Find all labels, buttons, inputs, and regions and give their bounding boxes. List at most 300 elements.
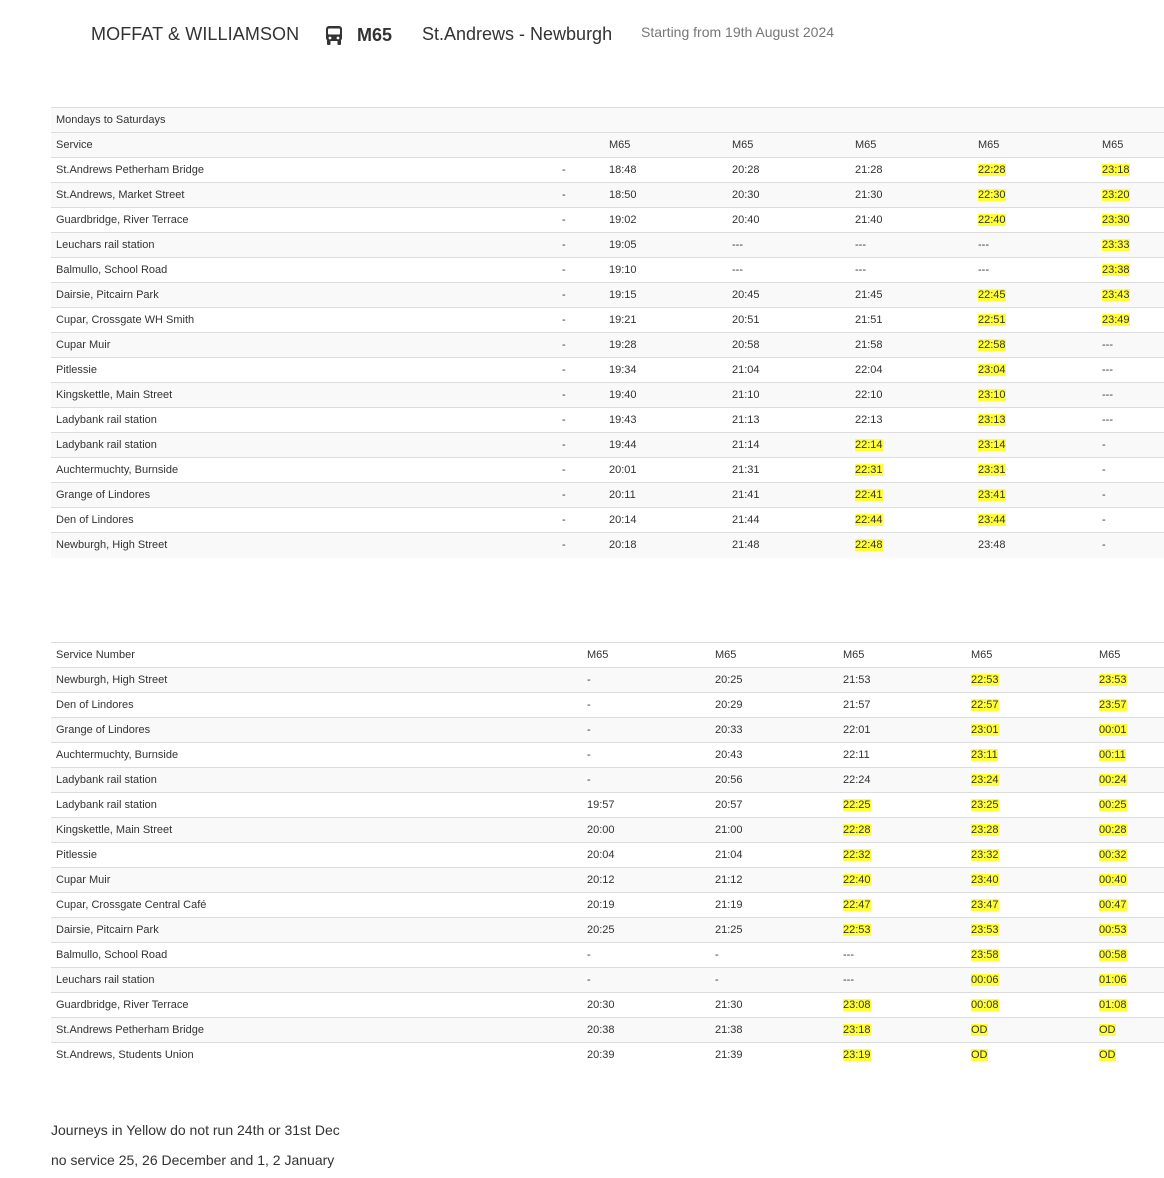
time-cell: 20:30: [582, 993, 710, 1018]
time-cell: -: [1097, 533, 1164, 558]
time-cell: [973, 333, 1097, 358]
time-cell: [973, 383, 1097, 408]
time-cell: [850, 433, 973, 458]
time-cell: 21:25: [710, 918, 838, 943]
service-number-header-row: [51, 643, 1164, 668]
highlighted-time: 22:45: [978, 289, 1006, 301]
highlighted-time: 00:28: [1099, 824, 1127, 836]
highlighted-time: 23:13: [978, 414, 1006, 426]
time-cell: 22:11: [838, 743, 966, 768]
time-cell: [1097, 183, 1164, 208]
time-cell: 21:13: [727, 408, 850, 433]
time-cell: [973, 208, 1097, 233]
table-row: [51, 183, 1164, 208]
stop-name: Cupar Muir: [51, 868, 582, 893]
table-row: [51, 918, 1164, 943]
table-row: [51, 843, 1164, 868]
time-cell: -: [582, 768, 710, 793]
highlighted-time: 23:18: [1102, 164, 1130, 176]
time-cell: [838, 793, 966, 818]
highlighted-time: 23:20: [1102, 189, 1130, 201]
table-row: [51, 533, 1164, 558]
time-cell: 21:12: [710, 868, 838, 893]
time-cell: 22:13: [850, 408, 973, 433]
time-cell: 21:48: [727, 533, 850, 558]
time-cell: [966, 1043, 1094, 1068]
dash-cell: -: [557, 358, 604, 383]
stop-name: Newburgh, High Street: [51, 668, 582, 693]
highlighted-time: 22:44: [855, 514, 883, 526]
time-cell: 21:38: [710, 1018, 838, 1043]
time-cell: 19:28: [604, 333, 727, 358]
time-cell: 20:04: [582, 843, 710, 868]
time-cell: -: [582, 718, 710, 743]
stop-name: Kingskettle, Main Street: [51, 818, 582, 843]
time-cell: [850, 533, 973, 558]
table-row: [51, 693, 1164, 718]
highlighted-time: 22:14: [855, 439, 883, 451]
day-label-row: [51, 108, 1164, 133]
time-cell: [838, 818, 966, 843]
time-cell: 20:28: [727, 158, 850, 183]
time-cell: [1097, 283, 1164, 308]
stop-name: Guardbridge, River Terrace: [51, 993, 582, 1018]
route-name: St.Andrews - Newburgh: [422, 24, 613, 44]
table-row: [51, 968, 1164, 993]
stop-name: Dairsie, Pitcairn Park: [51, 283, 557, 308]
service-column-header: M65: [727, 133, 850, 158]
highlighted-time: 23:53: [1099, 674, 1127, 686]
highlighted-time: 23:04: [978, 364, 1006, 376]
time-cell: 21:41: [727, 483, 850, 508]
highlighted-time: OD: [971, 1049, 988, 1062]
time-cell: [966, 993, 1094, 1018]
stop-name: Pitlessie: [51, 358, 557, 383]
stop-name: Guardbridge, River Terrace: [51, 208, 557, 233]
time-cell: [1094, 893, 1164, 918]
stop-name: St.Andrews Petherham Bridge: [51, 1018, 582, 1043]
highlighted-time: 00:47: [1099, 899, 1127, 911]
highlighted-time: OD: [1099, 1024, 1116, 1036]
time-cell: 19:21: [604, 308, 727, 333]
time-cell: [973, 433, 1097, 458]
highlighted-time: 22:47: [843, 899, 871, 911]
time-cell: -: [1097, 433, 1164, 458]
stop-name: Kingskettle, Main Street: [51, 383, 557, 408]
time-cell: ---: [1097, 408, 1164, 433]
dash-cell: -: [557, 383, 604, 408]
stop-name: Newburgh, High Street: [51, 533, 557, 558]
table-row: [51, 718, 1164, 743]
bus-icon: [325, 26, 343, 45]
highlighted-time: 23:40: [971, 874, 999, 886]
time-cell: 20:40: [727, 208, 850, 233]
time-cell: 20:25: [710, 668, 838, 693]
highlighted-time: 22:40: [843, 874, 871, 886]
time-cell: 19:43: [604, 408, 727, 433]
time-cell: 19:10: [604, 258, 727, 283]
table-row: [51, 333, 1164, 358]
time-cell: [966, 843, 1094, 868]
time-cell: 20:57: [710, 793, 838, 818]
time-cell: 21:45: [850, 283, 973, 308]
stop-name: Dairsie, Pitcairn Park: [51, 918, 582, 943]
time-cell: 20:51: [727, 308, 850, 333]
time-cell: [1097, 208, 1164, 233]
highlighted-time: 22:41: [855, 489, 883, 501]
table-row: [51, 793, 1164, 818]
time-cell: 19:15: [604, 283, 727, 308]
highlighted-time: 22:28: [978, 164, 1006, 176]
time-cell: [1094, 793, 1164, 818]
time-cell: [973, 158, 1097, 183]
highlighted-time: 22:51: [978, 314, 1006, 326]
stop-name: Pitlessie: [51, 843, 582, 868]
time-cell: 21:51: [850, 308, 973, 333]
service-header-row: [51, 133, 1164, 158]
time-cell: [1094, 743, 1164, 768]
timetable-header: [0, 0, 1164, 70]
dash-cell: -: [557, 208, 604, 233]
time-cell: [850, 458, 973, 483]
highlighted-time: 22:57: [971, 699, 999, 711]
time-cell: [966, 693, 1094, 718]
time-cell: [973, 408, 1097, 433]
table-row: [51, 668, 1164, 693]
highlighted-time: 22:28: [843, 824, 871, 836]
table-row: [51, 768, 1164, 793]
table-row: [51, 383, 1164, 408]
table-row: [51, 258, 1164, 283]
highlighted-time: 22:31: [855, 464, 883, 476]
highlighted-time: 00:08: [971, 999, 999, 1011]
table-row: [51, 818, 1164, 843]
highlighted-time: 23:44: [978, 514, 1006, 526]
time-cell: [973, 358, 1097, 383]
time-cell: ---: [838, 968, 966, 993]
time-cell: 21:00: [710, 818, 838, 843]
stop-name: Balmullo, School Road: [51, 258, 557, 283]
time-cell: [966, 968, 1094, 993]
time-cell: -: [1097, 458, 1164, 483]
highlighted-time: 22:25: [843, 799, 871, 811]
time-cell: 20:30: [727, 183, 850, 208]
time-cell: [1094, 968, 1164, 993]
time-cell: 20:00: [582, 818, 710, 843]
time-cell: 19:05: [604, 233, 727, 258]
highlighted-time: 23:57: [1099, 699, 1127, 711]
stop-name: Ladybank rail station: [51, 433, 557, 458]
time-cell: [966, 943, 1094, 968]
dash-cell: -: [557, 333, 604, 358]
stop-name: Cupar, Crossgate WH Smith: [51, 308, 557, 333]
time-cell: [966, 893, 1094, 918]
highlighted-time: 22:32: [843, 849, 871, 861]
highlighted-time: 23:38: [1102, 264, 1130, 276]
table-row: [51, 208, 1164, 233]
highlighted-time: 23:25: [971, 799, 999, 811]
stop-name: Cupar, Crossgate Central Café: [51, 893, 582, 918]
stop-name: Auchtermuchty, Burnside: [51, 458, 557, 483]
time-cell: [966, 718, 1094, 743]
dash-cell: -: [557, 433, 604, 458]
highlighted-time: 23:43: [1102, 289, 1130, 301]
highlighted-time: 23:28: [971, 824, 999, 836]
time-cell: 20:12: [582, 868, 710, 893]
time-cell: 20:45: [727, 283, 850, 308]
table-row: [51, 993, 1164, 1018]
time-cell: -: [710, 968, 838, 993]
time-cell: ---: [973, 258, 1097, 283]
time-cell: -: [1097, 508, 1164, 533]
time-cell: [1094, 1018, 1164, 1043]
time-cell: 19:02: [604, 208, 727, 233]
time-cell: 19:34: [604, 358, 727, 383]
time-cell: [973, 308, 1097, 333]
highlighted-time: 23:32: [971, 849, 999, 861]
table-row: [51, 308, 1164, 333]
time-cell: ---: [850, 233, 973, 258]
highlighted-time: 23:47: [971, 899, 999, 911]
time-cell: [1094, 668, 1164, 693]
time-cell: [838, 868, 966, 893]
service-column-header: M65: [838, 643, 966, 668]
time-cell: [850, 483, 973, 508]
time-cell: 19:57: [582, 793, 710, 818]
time-cell: 18:48: [604, 158, 727, 183]
highlighted-time: 22:40: [978, 214, 1006, 226]
time-cell: ---: [727, 258, 850, 283]
table-row: [51, 283, 1164, 308]
highlighted-time: 23:49: [1102, 314, 1130, 326]
highlighted-time: 23:31: [978, 464, 1006, 476]
time-cell: 21:04: [710, 843, 838, 868]
highlighted-time: 22:53: [843, 924, 871, 936]
stop-name: St.Andrews, Market Street: [51, 183, 557, 208]
time-cell: ---: [727, 233, 850, 258]
dash-cell: -: [557, 183, 604, 208]
time-cell: [966, 868, 1094, 893]
time-cell: [1094, 693, 1164, 718]
service-column-header: M65: [966, 643, 1094, 668]
time-cell: [966, 793, 1094, 818]
table-row: [51, 868, 1164, 893]
dash-cell: -: [557, 283, 604, 308]
time-cell: -: [710, 943, 838, 968]
service-column-header: M65: [850, 133, 973, 158]
time-cell: 20:33: [710, 718, 838, 743]
time-cell: [1094, 868, 1164, 893]
dash-cell: -: [557, 258, 604, 283]
route-number: M65: [357, 25, 393, 45]
time-cell: 21:10: [727, 383, 850, 408]
highlighted-time: 23:24: [971, 774, 999, 786]
highlighted-time: 23:11: [971, 749, 998, 761]
time-cell: 21:44: [727, 508, 850, 533]
stop-name: Balmullo, School Road: [51, 943, 582, 968]
time-cell: 20:38: [582, 1018, 710, 1043]
dash-cell: -: [557, 308, 604, 333]
service-column-header: M65: [582, 643, 710, 668]
time-cell: -: [582, 668, 710, 693]
time-cell: 21:31: [727, 458, 850, 483]
stop-name: Ladybank rail station: [51, 793, 582, 818]
time-cell: 21:19: [710, 893, 838, 918]
time-cell: [1094, 993, 1164, 1018]
time-cell: 21:04: [727, 358, 850, 383]
time-cell: ---: [850, 258, 973, 283]
dash-cell: -: [557, 408, 604, 433]
time-cell: [838, 843, 966, 868]
table-row: [51, 358, 1164, 383]
stop-name: Leuchars rail station: [51, 968, 582, 993]
dash-cell: -: [557, 458, 604, 483]
time-cell: -: [582, 968, 710, 993]
time-cell: 21:40: [850, 208, 973, 233]
time-cell: [1097, 308, 1164, 333]
highlighted-time: 00:01: [1099, 724, 1127, 736]
outbound-timetable: [51, 107, 1164, 558]
time-cell: 22:10: [850, 383, 973, 408]
time-cell: 21:53: [838, 668, 966, 693]
time-cell: 21:30: [850, 183, 973, 208]
service-column-header: M65: [604, 133, 727, 158]
highlighted-time: 23:53: [971, 924, 999, 936]
time-cell: 20:14: [604, 508, 727, 533]
time-cell: 19:40: [604, 383, 727, 408]
stop-name: Cupar Muir: [51, 333, 557, 358]
highlighted-time: 23:01: [971, 724, 999, 736]
table-row: [51, 743, 1164, 768]
stop-name: Grange of Lindores: [51, 483, 557, 508]
stop-name: Leuchars rail station: [51, 233, 557, 258]
time-cell: [1097, 233, 1164, 258]
table-row: [51, 433, 1164, 458]
stop-name: Auchtermuchty, Burnside: [51, 743, 582, 768]
highlighted-time: 23:58: [971, 949, 999, 961]
highlighted-time: 00:40: [1099, 874, 1127, 886]
time-cell: [850, 508, 973, 533]
time-cell: [1094, 1043, 1164, 1068]
time-cell: [973, 508, 1097, 533]
dash-cell: -: [557, 508, 604, 533]
time-cell: [973, 283, 1097, 308]
time-cell: [966, 768, 1094, 793]
highlighted-time: 23:08: [843, 999, 871, 1011]
highlighted-time: 00:24: [1099, 774, 1127, 786]
highlighted-time: OD: [971, 1024, 988, 1036]
time-cell: ---: [1097, 358, 1164, 383]
time-cell: [838, 993, 966, 1018]
highlighted-time: 00:32: [1099, 849, 1127, 861]
highlighted-time: 23:14: [978, 439, 1006, 451]
note-yellow-journeys: Journeys in Yellow do not run 24th or 31st Dec: [51, 1122, 340, 1138]
highlighted-time: 00:11: [1099, 749, 1126, 761]
stop-name: St.Andrews, Students Union: [51, 1043, 582, 1068]
time-cell: [973, 183, 1097, 208]
time-cell: -: [582, 693, 710, 718]
time-cell: 21:39: [710, 1043, 838, 1068]
time-cell: -: [582, 943, 710, 968]
time-cell: 20:43: [710, 743, 838, 768]
time-cell: 20:25: [582, 918, 710, 943]
highlighted-time: 23:41: [978, 489, 1006, 501]
time-cell: 22:04: [850, 358, 973, 383]
stop-name: Ladybank rail station: [51, 408, 557, 433]
time-cell: [966, 818, 1094, 843]
operator-name: MOFFAT & WILLIAMSON: [91, 24, 300, 44]
stop-name: Grange of Lindores: [51, 718, 582, 743]
stop-name: Den of Lindores: [51, 693, 582, 718]
highlighted-time: 23:10: [978, 389, 1006, 401]
start-date: Starting from 19th August 2024: [641, 24, 835, 40]
time-cell: 20:18: [604, 533, 727, 558]
table-row: [51, 508, 1164, 533]
highlighted-time: 23:18: [843, 1024, 871, 1036]
time-cell: [1094, 918, 1164, 943]
service-number-label: Service Number: [51, 643, 582, 668]
highlighted-time: 00:06: [971, 974, 999, 986]
highlighted-time: OD: [1099, 1049, 1116, 1062]
service-column-header: M65: [1094, 643, 1164, 668]
time-cell: 20:19: [582, 893, 710, 918]
table-row: [51, 483, 1164, 508]
dash-cell: -: [557, 483, 604, 508]
highlighted-time: 22:48: [855, 539, 883, 552]
time-cell: -: [582, 743, 710, 768]
stop-name: Den of Lindores: [51, 508, 557, 533]
time-cell: [838, 918, 966, 943]
day-label: Mondays to Saturdays: [51, 108, 1164, 133]
stop-name: Ladybank rail station: [51, 768, 582, 793]
table-row: [51, 458, 1164, 483]
note-holiday-service: no service 25, 26 December and 1, 2 January: [51, 1152, 335, 1168]
service-column-header: M65: [1097, 133, 1164, 158]
highlighted-time: 22:30: [978, 189, 1006, 201]
time-cell: 22:24: [838, 768, 966, 793]
time-cell: 20:56: [710, 768, 838, 793]
highlighted-time: 00:25: [1099, 799, 1127, 811]
highlighted-time: 22:53: [971, 674, 999, 686]
table-row: [51, 893, 1164, 918]
time-cell: [973, 458, 1097, 483]
time-cell: [1094, 818, 1164, 843]
highlighted-time: 01:06: [1099, 974, 1127, 986]
table-row: [51, 1018, 1164, 1043]
time-cell: [1097, 158, 1164, 183]
time-cell: ---: [1097, 333, 1164, 358]
highlighted-time: 23:19: [843, 1049, 871, 1062]
time-cell: 21:58: [850, 333, 973, 358]
time-cell: [966, 668, 1094, 693]
dash-cell: -: [557, 158, 604, 183]
highlighted-time: 01:08: [1099, 999, 1127, 1011]
time-cell: 20:29: [710, 693, 838, 718]
time-cell: ---: [838, 943, 966, 968]
time-cell: 21:28: [850, 158, 973, 183]
table-row: [51, 408, 1164, 433]
stop-name: St.Andrews Petherham Bridge: [51, 158, 557, 183]
time-cell: 20:58: [727, 333, 850, 358]
time-cell: 23:48: [973, 533, 1097, 558]
dash-cell: -: [557, 233, 604, 258]
highlighted-time: 23:30: [1102, 214, 1130, 226]
time-cell: [1094, 943, 1164, 968]
time-cell: 22:01: [838, 718, 966, 743]
time-cell: [973, 483, 1097, 508]
time-cell: ---: [1097, 383, 1164, 408]
time-cell: 21:14: [727, 433, 850, 458]
